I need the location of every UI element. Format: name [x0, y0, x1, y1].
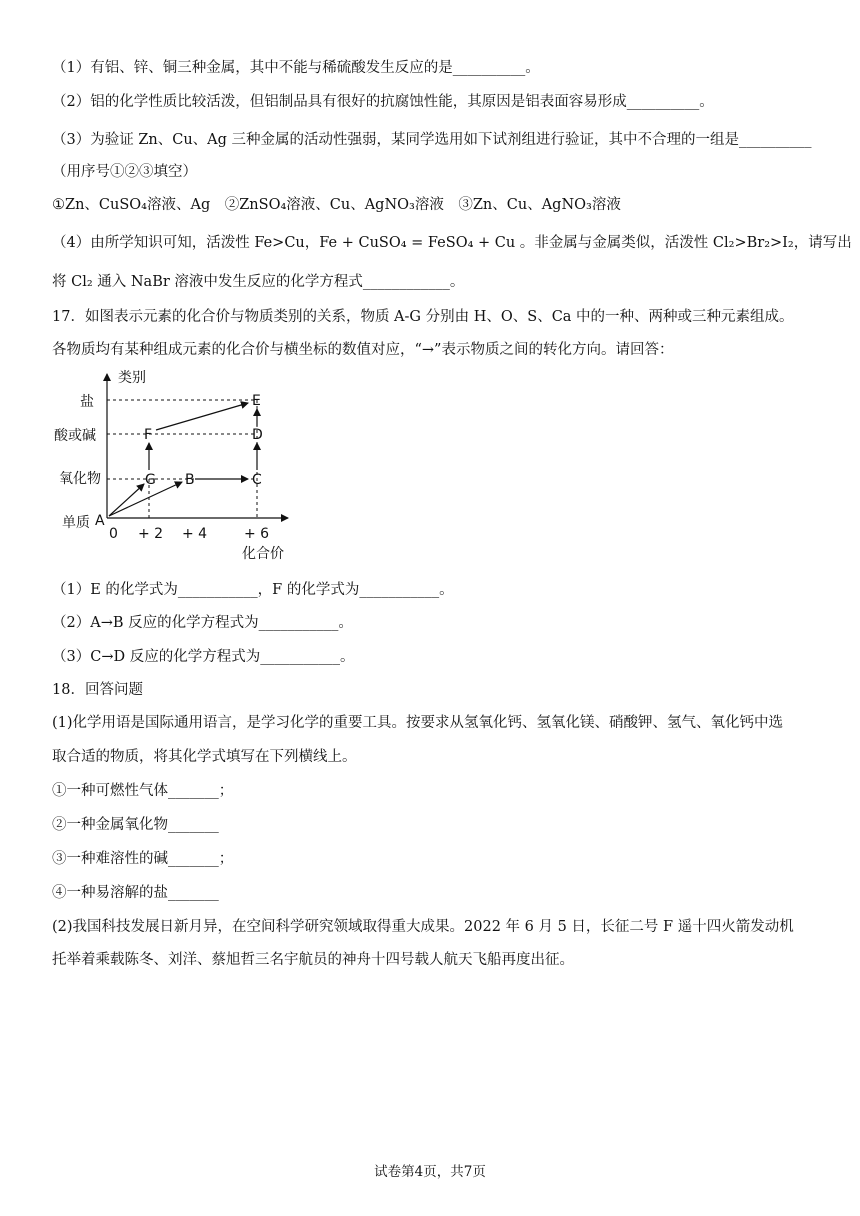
q17-part1: （1）E 的化学式为___________，F 的化学式为___________。 [52, 582, 454, 598]
y-axis-title: 类别 [118, 370, 146, 386]
point-e: E [252, 393, 261, 409]
q16-part3: （3）为验证 Zn、Cu、Ag 三种金属的活动性强弱，某同学选用如下试剂组进行验证，其中不合理的一组是__________ [52, 132, 812, 148]
q18-item4: ④一种易溶解的盐_______ [52, 885, 219, 901]
x-axis-title: 化合价 [242, 546, 284, 562]
q18-part1: (1)化学用语是国际通用语言，是学习化学的重要工具。按要求从氢氧化钙、氢氧化镁、硝酸钾、氢气、氧化钙中选 [52, 715, 784, 731]
q16-part3-note: （用序号①②③填空） [52, 164, 197, 180]
point-f: F [144, 427, 153, 443]
x-label-6: + 6 [244, 526, 270, 542]
q17-stem: 17．如图表示元素的化合价与物质类别的关系，物质 A-G 分别由 H、O、S、Ca 中的一种、两种或三种元素组成。 [52, 309, 794, 325]
x-label-2: + 2 [138, 526, 164, 542]
q18-title: 18．回答问题 [52, 682, 143, 698]
q16-part4-cont: 将 Cl₂ 通入 NaBr 溶液中发生反应的化学方程式____________。 [52, 274, 465, 290]
page-footer: 试卷第4页，共7页 [374, 1164, 486, 1180]
q18-item3: ③一种难溶性的碱_______； [52, 851, 234, 867]
q17-part3: （3）C→D 反应的化学方程式为___________。 [52, 649, 355, 665]
valence-category-diagram [52, 368, 302, 568]
y-label-element: 单质 [62, 515, 90, 531]
x-label-4: + 4 [182, 526, 208, 542]
point-d: D [252, 427, 263, 443]
q16-part3-options: ①Zn、CuSO₄溶液、Ag ②ZnSO₄溶液、Cu、AgNO₃溶液 ③Zn、Cu、AgNO₃溶液 [52, 197, 621, 213]
q18-part1-cont: 取合适的物质，将其化学式填写在下列横线上。 [52, 749, 357, 765]
q17-part2: （2）A→B 反应的化学方程式为___________。 [52, 615, 353, 631]
q16-part2: （2）铝的化学性质比较活泼，但铝制品具有很好的抗腐蚀性能，其原因是铝表面容易形成__________。 [52, 94, 714, 110]
point-c: C [252, 472, 262, 488]
q18-part2-cont: 托举着乘载陈冬、刘洋、蔡旭哲三名宇航员的神舟十四号载人航天飞船再度出征。 [52, 952, 574, 968]
q18-part2: (2)我国科技发展日新月异，在空间科学研究领域取得重大成果。2022 年 6 月 5 日，长征二号 F 遥十四火箭发动机 [52, 919, 794, 935]
q17-stem-cont: 各物质均有某种组成元素的化合价与横坐标的数值对应，“→”表示物质之间的转化方向。请回答： [52, 342, 674, 358]
point-b: B [185, 472, 195, 488]
arrow-f-e [156, 403, 248, 430]
y-label-acid-base: 酸或碱 [54, 428, 96, 444]
q16-part4: （4）由所学知识可知，活泼性 Fe>Cu，Fe + CuSO₄ = FeSO₄ + Cu 。非金属与金属类似，活泼性 Cl₂>Br₂>I₂，请写出 [52, 235, 852, 251]
q18-item2: ②一种金属氧化物_______ [52, 817, 219, 833]
q18-item1: ①一种可燃性气体_______； [52, 783, 234, 799]
y-label-oxide: 氧化物 [59, 471, 101, 487]
point-g: G [145, 472, 156, 488]
arrow-a-g [109, 484, 144, 516]
y-label-salt: 盐 [80, 394, 94, 410]
q16-part1: （1）有铝、锌、铜三种金属，其中不能与稀硫酸发生反应的是__________。 [52, 60, 540, 76]
x-label-0: 0 [109, 526, 118, 542]
point-a: A [95, 513, 105, 529]
